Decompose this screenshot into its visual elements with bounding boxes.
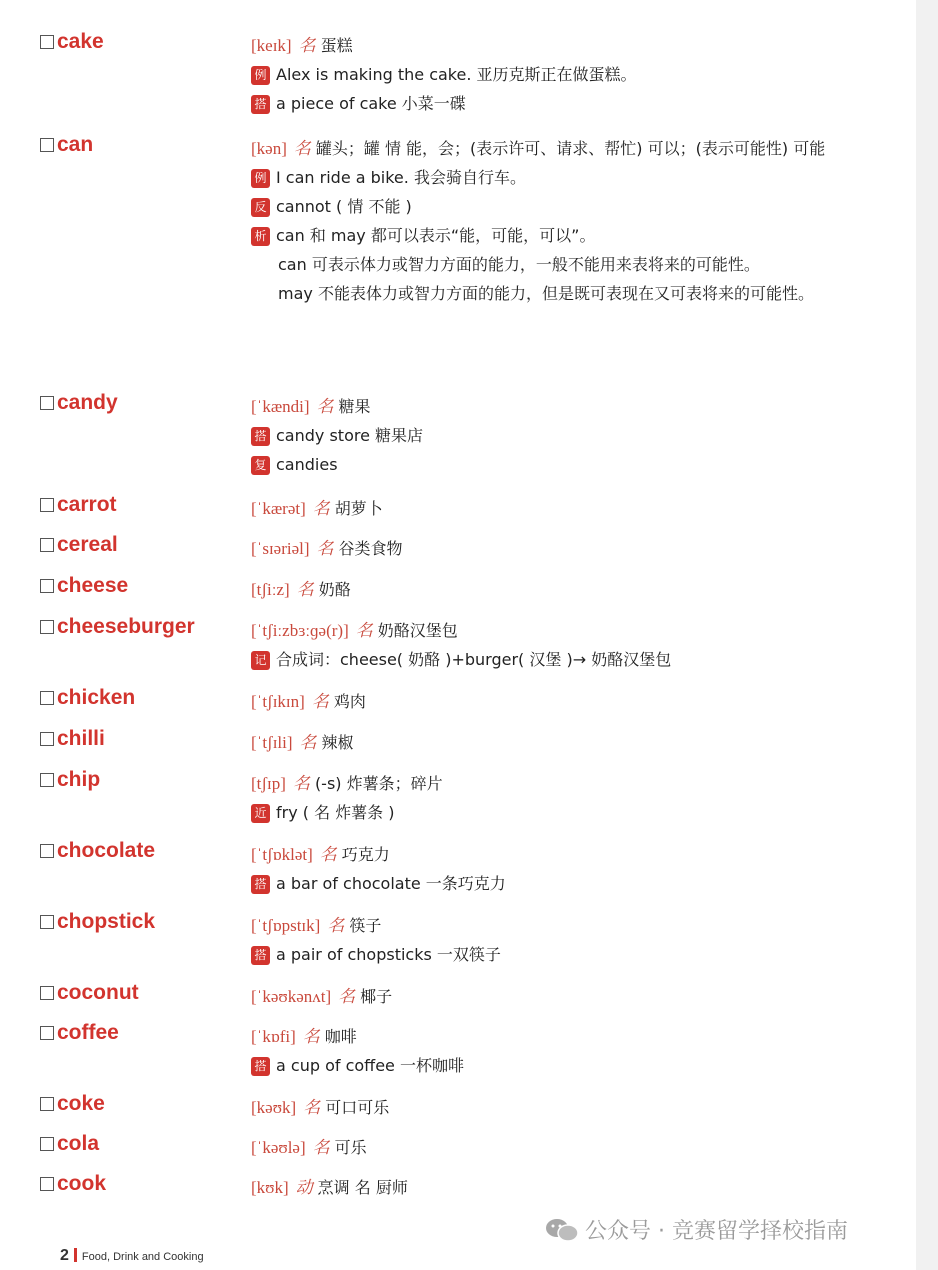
definition-text: 谷类食物 — [338, 539, 403, 558]
checkbox-icon[interactable] — [40, 1137, 54, 1151]
definition-line — [251, 1173, 861, 1202]
headword-text: coconut — [57, 981, 139, 1004]
note-text: Alex is making the cake. 亚历克斯正在做蛋糕。 — [276, 65, 637, 84]
part-of-speech: 名 — [327, 916, 345, 935]
definition-text: 椰子 — [360, 987, 393, 1006]
headword — [40, 909, 155, 935]
phonetic: [ˈkəʊkənʌt] — [251, 987, 332, 1006]
definition-text: 咖啡 — [324, 1027, 357, 1046]
definition-text: 可口可乐 — [325, 1098, 390, 1117]
checkbox-icon[interactable] — [40, 620, 54, 634]
phonetic: [kən] — [251, 139, 287, 158]
definition-line — [251, 392, 861, 421]
definition-line — [251, 534, 861, 563]
headword — [40, 390, 118, 416]
definition-block — [251, 392, 861, 479]
definition-line — [251, 616, 861, 645]
note-text: I can ride a bike. 我会骑自行车。 — [276, 168, 526, 187]
part-of-speech: 名 — [311, 692, 329, 711]
headword — [40, 838, 155, 864]
definition-block — [251, 982, 861, 1011]
definition-line — [251, 769, 861, 798]
note-text: cannot ( 情 不能 ) — [276, 197, 412, 216]
phonetic: [ˈtʃɒpstɪk] — [251, 916, 321, 935]
label-badge-icon: 记 — [251, 651, 270, 670]
checkbox-icon[interactable] — [40, 1097, 54, 1111]
label-badge-icon: 近 — [251, 804, 270, 823]
definition-block — [251, 616, 861, 674]
definition-line — [251, 840, 861, 869]
part-of-speech: 名 — [316, 539, 334, 558]
headword — [40, 1131, 99, 1157]
headword-text: coke — [57, 1092, 105, 1115]
checkbox-icon[interactable] — [40, 498, 54, 512]
note-text: candies — [276, 455, 338, 474]
definition-line — [251, 728, 861, 757]
part-of-speech: 名 — [316, 397, 334, 416]
checkbox-icon[interactable] — [40, 732, 54, 746]
part-of-speech: 名 — [299, 733, 317, 752]
headword — [40, 726, 105, 752]
definition-line — [251, 221, 861, 250]
headword — [40, 614, 195, 640]
label-badge-icon: 复 — [251, 456, 270, 475]
label-badge-icon: 搭 — [251, 1057, 270, 1076]
definition-line — [251, 250, 861, 279]
watermark — [545, 1214, 848, 1245]
headword-text: chip — [57, 768, 101, 791]
footer-divider — [74, 1248, 77, 1262]
part-of-speech: 动 — [295, 1178, 313, 1197]
phonetic: [tʃɪp] — [251, 774, 286, 793]
headword-text: cheese — [57, 574, 129, 597]
checkbox-icon[interactable] — [40, 538, 54, 552]
explanation-text: can 可表示体力或智力方面的能力，一般不能用来表将来的可能性。 — [278, 255, 760, 274]
note-text: a bar of chocolate 一条巧克力 — [276, 874, 506, 893]
part-of-speech: 名 — [302, 1027, 320, 1046]
headword-text: cake — [57, 30, 104, 53]
definition-block — [251, 575, 861, 604]
definition-line — [251, 911, 861, 940]
label-badge-icon: 析 — [251, 227, 270, 246]
definition-line — [251, 192, 861, 221]
definition-block — [251, 728, 861, 757]
part-of-speech: 名 — [293, 139, 311, 158]
headword — [40, 1171, 106, 1197]
definition-line — [251, 687, 861, 716]
definition-text: 可乐 — [334, 1138, 367, 1157]
headword-text: cook — [57, 1172, 107, 1195]
label-badge-icon: 搭 — [251, 427, 270, 446]
checkbox-icon[interactable] — [40, 915, 54, 929]
definition-line — [251, 869, 861, 898]
page-number: 2 — [60, 1247, 69, 1264]
phonetic: [keɪk] — [251, 36, 292, 55]
headword-text: cheeseburger — [57, 615, 195, 638]
definition-line — [251, 60, 861, 89]
headword — [40, 1020, 119, 1046]
headword-text: chopstick — [57, 910, 156, 933]
headword — [40, 685, 135, 711]
label-badge-icon: 例 — [251, 66, 270, 85]
definition-text: 蛋糕 — [320, 36, 353, 55]
definition-block — [251, 769, 861, 827]
headword — [40, 132, 93, 158]
definition-text: 烹调 名 厨师 — [317, 1178, 408, 1197]
label-badge-icon: 反 — [251, 198, 270, 217]
headword — [40, 29, 104, 55]
part-of-speech: 名 — [338, 987, 356, 1006]
label-badge-icon: 搭 — [251, 95, 270, 114]
definition-line — [251, 89, 861, 118]
definition-line — [251, 494, 861, 523]
headword — [40, 767, 100, 793]
definition-text: 罐头；罐 情 能，会；(表示许可、请求、帮忙) 可以；(表示可能性) 可能 — [315, 139, 826, 158]
note-text: 合成词：cheese( 奶酪 )+burger( 汉堡 )→ 奶酪汉堡包 — [276, 650, 672, 669]
definition-text: 胡萝卜 — [334, 499, 383, 518]
part-of-speech: 名 — [292, 774, 310, 793]
definition-text: 辣椒 — [321, 733, 354, 752]
watermark-text: 公众号 · 竞赛留学择校指南 — [585, 1219, 848, 1244]
headword-text: chicken — [57, 686, 136, 709]
part-of-speech: 名 — [355, 621, 373, 640]
phonetic: [kəʊk] — [251, 1098, 297, 1117]
page-footer — [60, 1247, 204, 1265]
phonetic: [ˈkəʊlə] — [251, 1138, 306, 1157]
headword — [40, 980, 139, 1006]
checkbox-icon[interactable] — [40, 986, 54, 1000]
definition-block — [251, 840, 861, 898]
phonetic: [tʃiːz] — [251, 580, 290, 599]
definition-line — [251, 645, 861, 674]
definition-line — [251, 1093, 861, 1122]
headword-text: candy — [57, 391, 118, 414]
definition-block — [251, 687, 861, 716]
wechat-icon — [545, 1218, 579, 1242]
definition-text: 奶酪汉堡包 — [377, 621, 458, 640]
headword — [40, 492, 117, 518]
definition-line — [251, 1022, 861, 1051]
definition-line — [251, 1133, 861, 1162]
headword-text: chilli — [57, 727, 105, 750]
definition-line — [251, 421, 861, 450]
note-text: a cup of coffee 一杯咖啡 — [276, 1056, 464, 1075]
checkbox-icon[interactable] — [40, 35, 54, 49]
label-badge-icon: 搭 — [251, 946, 270, 965]
phonetic: [kʊk] — [251, 1178, 289, 1197]
headword-text: cola — [57, 1132, 100, 1155]
checkbox-icon[interactable] — [40, 396, 54, 410]
checkbox-icon[interactable] — [40, 773, 54, 787]
note-text: candy store 糖果店 — [276, 426, 424, 445]
definition-block — [251, 1133, 861, 1162]
headword-text: can — [57, 133, 94, 156]
phonetic: [ˈtʃiːzbɜːɡə(r)] — [251, 621, 349, 640]
definition-block — [251, 1093, 861, 1122]
definition-line — [251, 279, 861, 308]
checkbox-icon[interactable] — [40, 1026, 54, 1040]
note-text: a piece of cake 小菜一碟 — [276, 94, 466, 113]
definition-line — [251, 940, 861, 969]
definition-block — [251, 1022, 861, 1080]
definition-text: 奶酪 — [318, 580, 351, 599]
explanation-text: may 不能表体力或智力方面的能力，但是既可表现在又可表将来的可能性。 — [278, 284, 814, 303]
checkbox-icon[interactable] — [40, 138, 54, 152]
definition-text: 鸡肉 — [333, 692, 366, 711]
checkbox-icon[interactable] — [40, 1177, 54, 1191]
definition-line — [251, 982, 861, 1011]
headword-text: carrot — [57, 493, 117, 516]
definition-line — [251, 798, 861, 827]
headword — [40, 532, 118, 558]
part-of-speech: 名 — [312, 499, 330, 518]
note-text: can 和 may 都可以表示“能，可能，可以”。 — [276, 226, 596, 245]
checkbox-icon[interactable] — [40, 579, 54, 593]
headword — [40, 1091, 105, 1117]
phonetic: [ˈsɪəriəl] — [251, 539, 310, 558]
definition-line — [251, 31, 861, 60]
definition-line — [251, 575, 861, 604]
part-of-speech: 名 — [298, 36, 316, 55]
phonetic: [ˈtʃɪkɪn] — [251, 692, 305, 711]
phonetic: [ˈkærət] — [251, 499, 306, 518]
definition-block — [251, 494, 861, 523]
checkbox-icon[interactable] — [40, 691, 54, 705]
part-of-speech: 名 — [312, 1138, 330, 1157]
phonetic: [ˈkɒfi] — [251, 1027, 296, 1046]
definition-block — [251, 911, 861, 969]
definition-block — [251, 134, 861, 308]
definition-block — [251, 1173, 861, 1202]
section-title: Food, Drink and Cooking — [81, 1251, 204, 1263]
definition-text: (-s) 炸薯条；碎片 — [314, 774, 443, 793]
phonetic: [ˈtʃɒklət] — [251, 845, 313, 864]
note-text: a pair of chopsticks 一双筷子 — [276, 945, 501, 964]
headword-text: cereal — [57, 533, 118, 556]
phonetic: [ˈtʃɪli] — [251, 733, 293, 752]
page-edge — [916, 0, 938, 1270]
definition-block — [251, 31, 861, 118]
definition-line — [251, 450, 861, 479]
part-of-speech: 名 — [319, 845, 337, 864]
definition-line — [251, 134, 861, 163]
definition-text: 巧克力 — [341, 845, 390, 864]
part-of-speech: 名 — [303, 1098, 321, 1117]
label-badge-icon: 例 — [251, 169, 270, 188]
label-badge-icon: 搭 — [251, 875, 270, 894]
definition-line — [251, 163, 861, 192]
headword — [40, 573, 128, 599]
definition-line — [251, 1051, 861, 1080]
headword-text: chocolate — [57, 839, 156, 862]
note-text: fry ( 名 炸薯条 ) — [276, 803, 395, 822]
definition-block — [251, 534, 861, 563]
phonetic: [ˈkændi] — [251, 397, 310, 416]
checkbox-icon[interactable] — [40, 844, 54, 858]
headword-text: coffee — [57, 1021, 119, 1044]
definition-text: 糖果 — [338, 397, 371, 416]
definition-text: 筷子 — [349, 916, 382, 935]
part-of-speech: 名 — [296, 580, 314, 599]
